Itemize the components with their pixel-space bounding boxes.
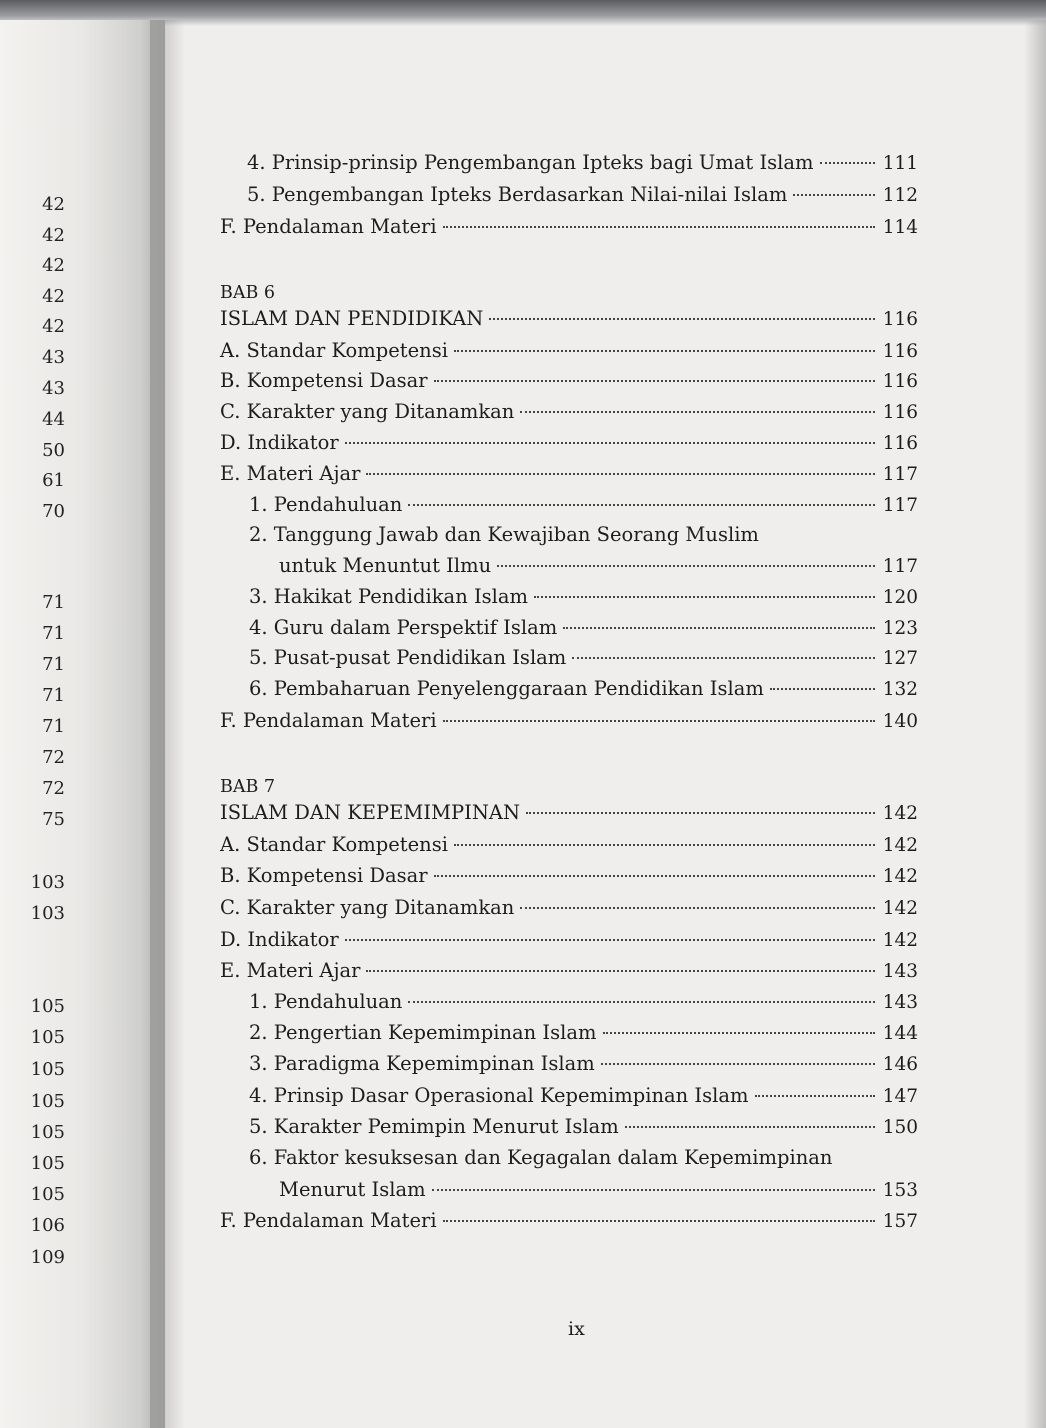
dot-leader [432, 1189, 875, 1191]
toc-entry: E. Materi Ajar 143 [220, 959, 918, 982]
dot-leader [755, 1095, 875, 1097]
dot-leader [408, 504, 874, 506]
toc-entry-line: 2. Tanggung Jawab dan Kewajiban Seorang Muslim [249, 523, 759, 546]
left-page-number: 43 [42, 347, 65, 368]
dot-leader [454, 844, 875, 846]
toc-entry: untuk Menuntut Ilmu 117 [279, 554, 918, 577]
dot-leader [443, 720, 875, 722]
toc-entry: 2. Pengertian Kepemimpinan Islam 144 [249, 1021, 918, 1044]
dot-leader [434, 875, 875, 877]
toc-entry: F. Pendalaman Materi 114 [220, 215, 918, 238]
page-number: ix [568, 1318, 585, 1340]
toc-entry: 4. Prinsip-prinsip Pengembangan Ipteks bagi Umat Islam 111 [247, 151, 918, 174]
dot-leader [520, 907, 874, 909]
toc-entry: D. Indikator 116 [220, 431, 918, 454]
left-page-number: 105 [30, 1027, 65, 1048]
dot-leader [820, 162, 875, 164]
dot-leader [601, 1063, 875, 1065]
left-page-number: 70 [42, 501, 65, 522]
dot-leader [770, 688, 875, 690]
dot-leader [497, 565, 875, 567]
toc-entry: 4. Guru dalam Perspektif Islam 123 [249, 616, 918, 639]
book-gutter-shadow [150, 20, 185, 1428]
dot-leader [520, 411, 874, 413]
left-page-number: 105 [30, 1153, 65, 1174]
toc-entry: A. Standar Kompetensi 142 [220, 833, 918, 856]
left-page-number: 44 [42, 409, 65, 430]
toc-entry: B. Kompetensi Dasar 116 [220, 369, 918, 392]
chapter-heading: BAB 6 [220, 283, 276, 303]
toc-entry: D. Indikator 142 [220, 928, 918, 951]
toc-entry: A. Standar Kompetensi 116 [220, 339, 918, 362]
dot-leader [625, 1126, 875, 1128]
left-page-number: 42 [42, 286, 65, 307]
left-page-number: 42 [42, 194, 65, 215]
dot-leader [366, 473, 874, 475]
chapter-title-entry: ISLAM DAN PENDIDIKAN 116 [220, 307, 918, 330]
toc-entry: 4. Prinsip Dasar Operasional Kepemimpinan Islam 147 [249, 1084, 918, 1107]
dot-leader [526, 812, 875, 814]
left-page-number: 42 [42, 255, 65, 276]
toc-entry: 1. Pendahuluan 143 [249, 990, 918, 1013]
toc-entry-line: 6. Faktor kesuksesan dan Kegagalan dalam Kepemimpinan [249, 1146, 833, 1169]
dot-leader [443, 226, 875, 228]
chapter-heading: BAB 7 [220, 777, 276, 797]
chapter-title-entry: ISLAM DAN KEPEMIMPINAN 142 [220, 801, 918, 824]
dot-leader [443, 1220, 875, 1222]
left-page-number: 105 [30, 1122, 65, 1143]
dot-leader [534, 596, 875, 598]
toc-entry: E. Materi Ajar 117 [220, 462, 918, 485]
left-page-number: 71 [42, 685, 65, 706]
left-page-number: 71 [42, 716, 65, 737]
left-page-number: 43 [42, 378, 65, 399]
left-page-number: 105 [30, 1091, 65, 1112]
dot-leader [454, 350, 875, 352]
dot-leader [408, 1001, 874, 1003]
dot-leader [603, 1032, 875, 1034]
toc-entry: 3. Hakikat Pendidikan Islam 120 [249, 585, 918, 608]
toc-entry: 6. Pembaharuan Penyelenggaraan Pendidikan Islam 132 [249, 677, 918, 700]
toc-entry: 3. Paradigma Kepemimpinan Islam 146 [249, 1052, 918, 1075]
left-page-number: 42 [42, 225, 65, 246]
left-page-number: 72 [42, 747, 65, 768]
left-page-number: 105 [30, 1059, 65, 1080]
toc-entry: 1. Pendahuluan 117 [249, 493, 918, 516]
dot-leader [572, 657, 874, 659]
left-page-number: 71 [42, 654, 65, 675]
left-page-number: 103 [30, 903, 65, 924]
left-page-number: 42 [42, 316, 65, 337]
left-page-number: 50 [42, 440, 65, 461]
left-page-number: 106 [30, 1215, 65, 1236]
dot-leader [345, 939, 875, 941]
dot-leader [434, 380, 875, 382]
left-page-number: 72 [42, 778, 65, 799]
toc-entry: C. Karakter yang Ditanamkan 142 [220, 896, 918, 919]
dot-leader [793, 194, 874, 196]
dot-leader [366, 970, 874, 972]
left-page-number: 105 [30, 1184, 65, 1205]
toc-entry: 5. Karakter Pemimpin Menurut Islam 150 [249, 1115, 918, 1138]
toc-entry: C. Karakter yang Ditanamkan 116 [220, 400, 918, 423]
dot-leader [345, 442, 875, 444]
left-page [0, 20, 165, 1428]
left-page-number: 105 [30, 996, 65, 1017]
toc-entry: F. Pendalaman Materi 157 [220, 1209, 918, 1232]
left-page-number: 61 [42, 470, 65, 491]
toc-entry: 5. Pusat-pusat Pendidikan Islam 127 [249, 646, 918, 669]
left-page-number: 109 [30, 1247, 65, 1268]
left-page-number: 71 [42, 623, 65, 644]
toc-entry: B. Kompetensi Dasar 142 [220, 864, 918, 887]
left-page-number: 75 [42, 809, 65, 830]
left-page-number: 71 [42, 592, 65, 613]
toc-entry: Menurut Islam 153 [279, 1178, 918, 1201]
dot-leader [563, 627, 875, 629]
left-page-number: 103 [30, 872, 65, 893]
toc-entry: F. Pendalaman Materi 140 [220, 709, 918, 732]
right-page-edge [1024, 20, 1046, 1428]
toc-entry: 5. Pengembangan Ipteks Berdasarkan Nilai-nilai Islam 112 [247, 183, 918, 206]
dot-leader [489, 318, 874, 320]
